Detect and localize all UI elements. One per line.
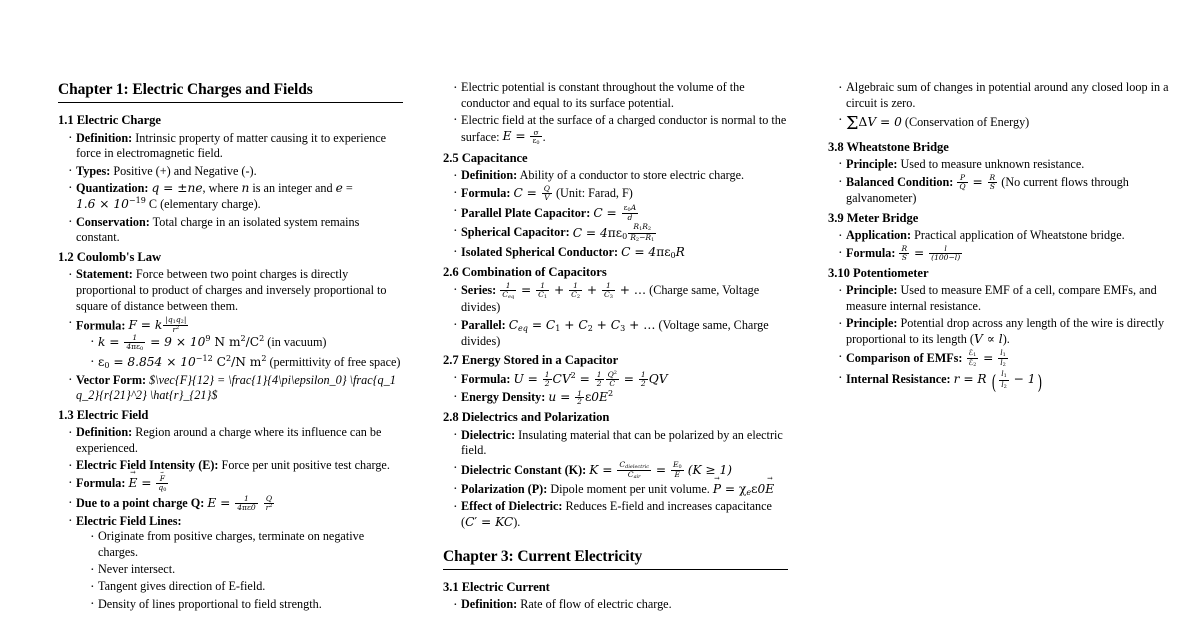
principle-text: Potential drop across any length of the wire is directly proportional to its length (846, 316, 1165, 346)
list-item (453, 597, 788, 613)
list-item (68, 373, 403, 404)
elementary-charge-value: $1.6 \times 10^{-19}$ (76, 196, 146, 212)
list-item: · Never intersect. (90, 562, 403, 578)
dielectric-constant-formula: K = $\frac{C_{dielectric}}{C_{air}}$ = $\frac{E_0}{E}$ (589, 459, 682, 481)
column-2-carryover-list (443, 80, 788, 147)
series-tail: (Charge same, Voltage divides) (461, 282, 760, 315)
wheatstone-formula: $\frac{P}{Q}$ = $\frac{R}{S}$ (959, 173, 996, 192)
chapter-3-title: Chapter 3: Current Electricity (443, 547, 643, 565)
formula-unit: (Unit: Farad, F) (556, 186, 633, 201)
balanced-tail: (No current flows through galvanometer) (846, 174, 1129, 205)
field-lines-sublist (76, 529, 403, 612)
effect-text: Reduces E-field and increases capacitance (565, 499, 772, 514)
intensity-label: Electric Field Intensity (E): (76, 458, 219, 473)
balanced-condition-label: Balanced Condition: (846, 174, 954, 189)
definition-label: Definition: (76, 425, 133, 440)
section-2-7-list (443, 371, 788, 407)
formula-label: Formula: (846, 245, 896, 260)
section-1-2-list (58, 267, 403, 404)
list-item (90, 334, 403, 353)
section-2-8-title: 2.8 Dielectrics and Polarization (443, 410, 610, 425)
emf-ratio-formula: $\frac{ℰ_1}{ℰ_2}$ = $\frac{l_1}{l_2}$ (968, 348, 1006, 369)
list-item (453, 371, 788, 388)
list-item (453, 282, 788, 316)
list-item: · Tangent gives direction of E-field. (90, 579, 403, 595)
polarization-label: Polarization (P): (461, 481, 548, 496)
section-3-8-list (828, 157, 1173, 207)
definition-text: Region around a charge where its influence can be experienced. (76, 425, 382, 456)
n-symbol: n (241, 180, 250, 195)
list-item (838, 113, 1173, 136)
energy-stored-formula: U = $\frac{1}{2}$ $CV^2$ = $\frac{1}{2}$ $\frac{Q^2}{C}$ = $\frac{1}{2}$ QV (513, 369, 668, 388)
list-item (838, 349, 1173, 369)
section-3-10-list (828, 283, 1173, 395)
coulomb-sublist (76, 334, 403, 371)
conservation-label: Conservation: (76, 214, 150, 229)
list-item (453, 185, 788, 202)
energy-density-formula: u = $\frac{1}{2}$ $\varepsilon 0E^2$ (548, 388, 614, 407)
list-item: · Density of lines proportional to field strength. (90, 597, 403, 613)
chapter-3-rule (443, 569, 788, 570)
quantization-label: Quantization: (76, 180, 149, 195)
definition-label: Definition: (461, 168, 518, 183)
section-1-2-title: 1.2 Coulomb's Law (58, 249, 162, 264)
list-item (838, 283, 1173, 314)
list-item (453, 482, 788, 498)
list-item (68, 164, 403, 180)
list-item (68, 267, 403, 314)
list-item (453, 318, 788, 350)
list-item (453, 245, 788, 261)
capacitance-formula: C = $\frac{Q}{V}$ (513, 184, 550, 203)
statement-text: Force between two point charges is directly proportional to product of charges and inversely proportional to square of distance between them. (76, 267, 387, 313)
definition-label: Definition: (76, 130, 133, 145)
internal-resistance-formula: r = R ( $\frac{l_1}{l_2}$ − 1) (953, 369, 1042, 395)
section-2-6-title: 2.6 Combination of Capacitors (443, 264, 607, 279)
list-item (453, 389, 788, 406)
section-2-5-title: 2.5 Capacitance (443, 150, 528, 165)
meter-bridge-formula: $\frac{R}{S}$ = $\frac{l}{(100-l)}$ (901, 244, 961, 263)
list-item (68, 458, 403, 474)
column-1 (58, 80, 403, 626)
list-item (838, 228, 1173, 244)
intensity-text: Force per unit positive test charge. (221, 458, 390, 473)
list-item (453, 428, 788, 459)
list-item (68, 475, 403, 493)
quantization-tail: C (elementary charge). (148, 197, 261, 212)
formula-label: Formula: (76, 476, 126, 491)
principle-label: Principle: (846, 156, 898, 171)
list-item (68, 425, 403, 456)
vector-form-latex: $\vec{F}{12} = \frac{1}{4\pi\epsilon_0} \frac{q_1 q_2}{r{21}^2} \hat{r}_{21}$ (76, 372, 396, 403)
k-tail: (in vacuum) (267, 335, 327, 350)
k-constant-formula: k = $\frac{1}{4\pi\varepsilon_0}$ = $9 \times 10^9$ N $m^2/C^2$ (98, 333, 265, 353)
formula-label: Formula: (461, 371, 511, 386)
section-3-9-title: 3.9 Meter Bridge (828, 210, 919, 225)
list-item: · Electric potential is constant throughout the volume of the conductor and equal to its surface potential. (453, 80, 788, 111)
principle-label: Principle: (846, 283, 898, 298)
list-item (838, 174, 1173, 207)
list-item (838, 245, 1173, 262)
list-item (838, 157, 1173, 173)
voltage-proportional-formula: V ∝ l (973, 331, 1003, 346)
parallel-tail: (Voltage same, Charge divides) (461, 317, 769, 348)
epsilon0-value-formula: $\varepsilon_0 = 8.854 \times 10^{-12}$ $C^2/N$ $m^2$ (98, 354, 267, 370)
spherical-capacitor-label: Spherical Capacitor: (461, 225, 570, 240)
coulomb-force-formula: F = k $\frac{|q_1q_2|}{r^2}$ (128, 314, 187, 335)
list-item (68, 131, 403, 162)
eps-tail: (permittivity of free space) (269, 355, 401, 370)
section-2-6-list (443, 282, 788, 349)
application-label: Application: (846, 228, 912, 242)
chapter-1-rule (58, 102, 403, 103)
column-3-carryover-list (828, 80, 1173, 136)
conservation-text: Total charge in an isolated system remains constant. (76, 214, 360, 245)
list-item: · Originate from positive charges, terminate on negative charges. (90, 529, 403, 560)
list-item (68, 495, 403, 512)
internal-resistance-label: Internal Resistance: (846, 372, 951, 387)
dielectric-constant-label: Dielectric Constant (K): (461, 462, 587, 477)
section-3-1-title: 3.1 Electric Current (443, 580, 550, 595)
efield-formula: E → = $\frac{F \to}{q_0}$ (128, 476, 169, 490)
definition-text: Rate of flow of electric charge. (520, 597, 672, 612)
list-item (838, 370, 1173, 395)
section-3-1-list (443, 597, 788, 613)
dielectric-constant-condition: (K ≥ 1) (687, 462, 733, 477)
section-2-8-list (443, 428, 788, 531)
definition-text: Ability of a conductor to store electric charge. (519, 168, 745, 183)
formula-label: Formula: (461, 186, 511, 201)
list-item (68, 215, 403, 246)
principle-text: Used to measure unknown resistance. (900, 156, 1085, 171)
list-item (68, 316, 403, 371)
definition-label: Definition: (461, 597, 518, 612)
list-item: · Algebraic sum of changes in potential around any closed loop in a circuit is zero. (838, 80, 1173, 111)
surface-field-formula: E = $\frac{\sigma}{\varepsilon_0}$ (502, 127, 540, 147)
column-2 (443, 80, 788, 626)
polarization-formula: P → = $\chi_e\varepsilon 0E$ → (713, 482, 774, 496)
e-symbol: e (335, 180, 343, 195)
section-3-8-title: 3.8 Wheatstone Bridge (828, 139, 949, 154)
carryover-text: Electric field at the surface of a charged conductor is normal to the surface: (461, 112, 787, 144)
types-text: Positive (+) and Negative (-). (113, 163, 257, 178)
definition-text: Intrinsic property of matter causing it to experience force in electromagnetic field. (76, 130, 387, 161)
principle-label: Principle: (846, 316, 898, 331)
polarization-text: Dipole moment per unit volume. (550, 481, 710, 496)
vector-form-label: Vector Form: (76, 372, 147, 387)
list-item: · Effect of Dielectric: Reduces E-field and increases capacitance (C′ = KC). (453, 499, 788, 530)
chapter-1-title: Chapter 1: Electric Charges and Fields (58, 81, 313, 98)
section-2-5-list (443, 168, 788, 261)
principle-text: Used to measure EMF of a cell, compare EMFs, and measure internal resistance. (846, 283, 1157, 314)
kvl-formula: ΣΔV = 0 (846, 113, 902, 134)
list-item (90, 354, 403, 371)
list-item (453, 204, 788, 222)
list-item (68, 514, 403, 613)
list-item (453, 461, 788, 481)
chapter-1-block (58, 80, 403, 103)
list-item (453, 168, 788, 184)
quantization-formula: q = ±ne (151, 180, 203, 195)
section-2-7-title: 2.7 Energy Stored in a Capacitor (443, 353, 619, 368)
section-1-3-list (58, 425, 403, 612)
parallel-plate-formula: C = $\frac{\varepsilon_0A}{d}$ (593, 202, 637, 223)
comparison-emf-label: Comparison of EMFs: (846, 351, 963, 366)
kvl-tail: (Conservation of Energy) (904, 115, 1030, 130)
isolated-conductor-formula: $C = 4\pi\varepsilon_0R$ (621, 244, 685, 260)
capacitance-prime-formula: C′ = KC (465, 515, 514, 530)
isolated-conductor-label: Isolated Spherical Conductor: (461, 244, 619, 259)
list-item: · Electric field at the surface of a charged conductor is normal to the surface: E = $\frac{\sigma}{\varepsilon_0}$ . (453, 113, 788, 147)
section-3-10-title: 3.10 Potentiometer (828, 266, 929, 281)
point-charge-label: Due to a point charge Q: (76, 496, 205, 511)
section-1-1-list (58, 131, 403, 246)
dielectric-label: Dielectric: (461, 427, 516, 442)
section-1-3-title: 1.3 Electric Field (58, 408, 149, 423)
effect-dielectric-label: Effect of Dielectric: (461, 499, 563, 514)
list-item: · Principle: Potential drop across any length of the wire is directly proportional to its length (V ∝ l). (838, 316, 1173, 347)
section-3-9-list (828, 228, 1173, 262)
series-formula: $\frac{1}{C_{eq}}$ = $\frac{1}{C_1}$ + $\frac{1}{C_2}$ + $\frac{1}{C_3}$ + … (502, 281, 647, 301)
parallel-formula: $C_{eq} = C_1 + C_2 + C_3$ + … (508, 317, 656, 333)
list-item (453, 223, 788, 243)
dielectric-text: Insulating material that can be polarized by an electric field. (461, 427, 783, 458)
parallel-label: Parallel: (461, 317, 506, 332)
statement-label: Statement: (76, 267, 133, 282)
series-label: Series: (461, 282, 497, 297)
application-text: Practical application of Wheatstone bridge. (914, 228, 1125, 242)
spherical-capacitor-formula: $C = 4\pi\varepsilon_0$ $\frac{R_1R_2}{R_2-R_1}$ (572, 222, 655, 243)
field-lines-label: Electric Field Lines: (76, 513, 182, 528)
column-3 (828, 80, 1173, 626)
point-charge-formula: E = $\frac{1}{4\pi\varepsilon 0}$ $\frac{Q}{r^2}$ (207, 494, 273, 513)
formula-label: Formula: (76, 318, 126, 333)
energy-density-label: Energy Density: (461, 390, 546, 405)
list-item: · Quantization: q = ±ne, where n is an integer and $e = 1.6 \times 10^{-19}$ C (elementary charge). (68, 181, 403, 213)
types-label: Types: (76, 163, 111, 178)
section-1-1-title: 1.1 Electric Charge (58, 113, 161, 128)
parallel-plate-label: Parallel Plate Capacitor: (461, 205, 591, 220)
chapter-3-block (443, 547, 788, 570)
